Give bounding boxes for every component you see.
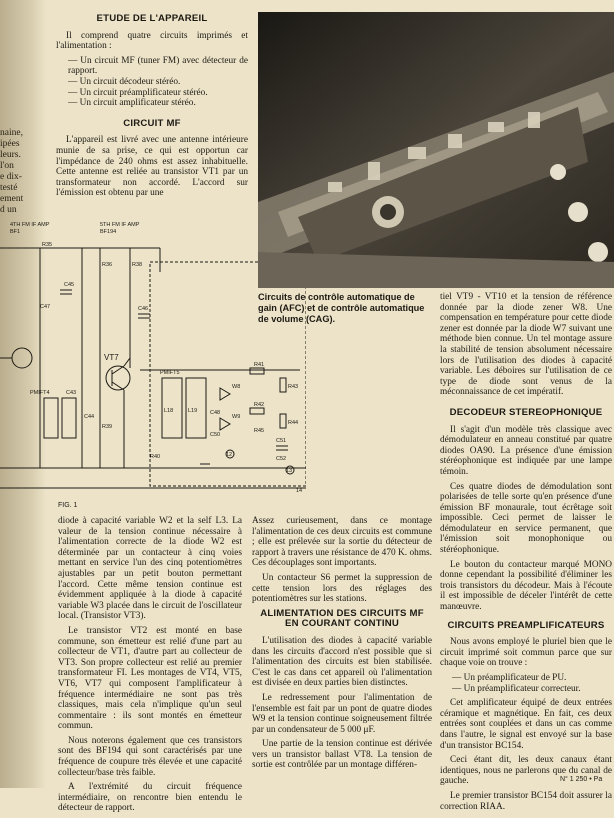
label-node-12: 12	[226, 452, 233, 458]
bottom-left-column	[58, 516, 242, 818]
list-item: — Un circuit amplificateur stéréo.	[68, 98, 196, 109]
photo-caption: Circuits de contrôle automatique de gain (AFC) et de contrôle automatique de volume (CAG).	[258, 292, 425, 324]
vt-paragraph-3: Nous noterons également que ces transistors sont des BF194 qui sont caractérisés par une fréquence de coupure très élevée et une capacité collecteur/base très faible.	[58, 735, 242, 778]
label-r35: R35	[42, 242, 53, 248]
figure-label: FIG. 1	[58, 502, 78, 509]
section-title-etude: ETUDE DE L'APPAREIL	[96, 13, 208, 24]
preamp-paragraph-1: Nous avons employé le pluriel bien que le circuit imprimé soit commun parce que sur chaque voie on trouve :	[440, 637, 612, 669]
label-4th-if-amp: 4TH FM IF AMP	[10, 222, 50, 228]
list-item: — Un circuit préamplificateur stéréo.	[68, 87, 208, 98]
edge-line: testé	[0, 183, 18, 193]
label-r40: R40	[150, 454, 161, 460]
label-r45: R45	[254, 428, 265, 434]
section-title-alimentation: ALIMENTATION DES CIRCUITS MF EN COURANT CONTINU	[260, 607, 424, 630]
label-c46: C46	[138, 306, 149, 312]
decodeur-paragraph-1: Il s'agit d'un modèle très classique avec démodulateur en anneau constitué par quatre diodes OA90. La présence d'une émission stéréophonique est indiquée par une lampe témoin.	[440, 424, 612, 477]
chassis-photo	[258, 12, 614, 288]
list-item: — Un circuit MF (tuner FM) avec détecteur de rapport.	[68, 55, 248, 77]
vt-paragraph-1: diode à capacité variable W2 et la self L3. La valeur de la tension continue nécessaire à l'alimentation correcte de la diode W2 est déterminée par un contacteur à cinq voies mettant en service l'un des cinq potentiomètres ajustables par un petit bouton permettant l'accord. Cette même tension continue est évidemment appliquée à la diode à capacité variable W3 placée dans le circuit de l'oscillateur local. (Transistor VT3).	[58, 516, 242, 622]
label-r39: R39	[102, 424, 113, 430]
edge-line: d un	[0, 205, 17, 215]
label-c51: C51	[276, 438, 287, 444]
edge-line: e dix-	[0, 172, 22, 182]
edge-text	[0, 128, 23, 216]
alim-paragraph-1: L'utilisation des diodes à capacité variable dans les circuits d'accord n'est possible que si l'alimentation des circuits est bien stabilisée. C'est le cas dans cet appareil où l'alimentation est divisée en deux parties bien distinctes.	[252, 635, 432, 689]
label-node-13: 13	[286, 468, 293, 474]
top-left-column	[56, 10, 248, 203]
preamp-paragraph-3: Ceci étant dit, les deux canaux étant identiques, nous ne parlerons que du canal de gauche.	[440, 755, 612, 787]
decodeur-paragraph-3: Le bouton du contacteur marqué MONO donne cependant la possibilité d'éliminer les trois transistors du décodeur. Mais à l'écoute il est impossible de déceler l'intérêt de cette manœuvre.	[440, 559, 612, 613]
label-node-14: 14	[296, 488, 303, 494]
label-bf194: BF194	[100, 229, 117, 235]
label-c45: C45	[64, 282, 75, 288]
label-c43: C43	[66, 390, 77, 396]
preamp-paragraph-2: Cet amplificateur équipé de deux entrées céramique et magnétique. En fait, ces deux entrées sont couplées et dans un cas comme dans l'autre, le signal est envoyé sur la base d'un transistor BC154.	[440, 698, 612, 751]
label-c52: C52	[276, 456, 287, 462]
label-r44: R44	[288, 420, 299, 426]
preamp-list	[440, 673, 612, 694]
label-c50: C50	[210, 432, 221, 438]
label-pmift5: PMIFT5	[160, 370, 180, 376]
afc-paragraph-2: Un contacteur S6 permet la suppression de cette tension lors des réglages des potentiomètres sur les stations.	[252, 572, 432, 605]
label-r36: R36	[102, 262, 113, 268]
label-vt7: VT7	[104, 353, 119, 362]
afc-paragraph-1: Assez curieusement, dans ce montage l'alimentation de ces deux circuits est commune ; elle est prélevée sur la sortie du détecteur de rapport à travers une résistance de 470 K. ohms. Ces découplages sont importants.	[252, 516, 432, 569]
label-r43: R43	[288, 384, 299, 390]
edge-line: leurs.	[0, 150, 21, 160]
label-r38: R38	[132, 262, 143, 268]
bottom-middle-column	[252, 516, 432, 775]
preamp-paragraph-4: Le premier transistor BC154 doit assurer la correction RIAA.	[440, 790, 612, 812]
label-5th-if-amp: 5TH FM IF AMP	[100, 222, 140, 228]
vt-paragraph-4: A l'extrémité du circuit fréquence intermédiaire, on rencontre bien entendu le détecteur de rapport.	[58, 782, 242, 814]
label-bf-left: BF1	[10, 229, 21, 235]
edge-line: naine,	[0, 128, 23, 138]
label-c48: C48	[210, 410, 221, 416]
right-column	[440, 292, 612, 816]
alim-paragraph-3: Une partie de la tension continue est dérivée vers un transistor ballast VT8. La tension de sortie est contrôlée par un montage différen-	[252, 739, 432, 771]
edge-line: ement	[0, 194, 24, 204]
decodeur-paragraph-2: Ces quatre diodes de démodulation sont polarisées de telle sorte qu'en présence d'une émission BF monaurale, tout écrêtage soit impossible. Ceci permet de laisser le démodulateur en service permanent, que l'émission soit monophonique ou stéréophonique.	[440, 481, 612, 556]
zener-paragraph: tiel VT9 - VT10 et la tension de référence donnée par la diode zener W8. Une compensation en température pour cette diode zener est donnée par la diode W7 suivant une méthode bien connue. Un tel montage assure la stabilité de tension absolument nécessaire lors de l'utilisation des diodes à capacité variable. Les déboires sur l'utilisation de ce type de diode sont venus de la méconnaissance de cet impératif.	[440, 292, 612, 398]
section-title-mf: CIRCUIT MF	[123, 117, 181, 129]
list-item: — Un préamplificateur correcteur.	[452, 683, 581, 694]
section-title-decodeur: DECODEUR STEREOPHONIQUE	[449, 406, 603, 418]
edge-line: l'on	[0, 161, 14, 171]
label-w9: W9	[232, 414, 241, 420]
label-r41: R41	[254, 362, 265, 368]
label-pmift4: PMIFT4	[30, 390, 50, 396]
list-item: — Un circuit décodeur stéréo.	[68, 76, 181, 87]
label-c47: C47	[40, 304, 51, 310]
list-item: — Un préamplificateur de PU.	[452, 673, 567, 683]
etude-intro: Il comprend quatre circuits imprimés et l'alimentation :	[56, 30, 248, 52]
label-w8: W8	[232, 384, 241, 390]
section-title-preamp: CIRCUITS PREAMPLIFICATEURS	[447, 619, 605, 631]
label-c44: C44	[84, 414, 95, 420]
vt-paragraph-2: Le transistor VT2 est monté en base commune, son émetteur est relié d'une part au collecteur de VT1, d'autre part au collecteur de VT3. Son propre collecteur est relié au premier transformateur FI. Les montages de VT4, VT5, VT6, VT7 qui composent l'amplificateur à fréquence intermédiaire ne sont pas très classiques, mais cela n'implique qu'un seul commentaire : ils sont montés en émetteur commun.	[58, 625, 242, 732]
label-l19: L19	[188, 408, 198, 414]
edge-line: ipées	[0, 139, 20, 149]
circuit-list	[56, 56, 248, 109]
label-r42: R42	[254, 402, 265, 408]
mf-paragraph: L'appareil est livré avec une antenne intérieure munie de sa prise, ce qui est opportun car l'impédance de 240 ohms est assez inhabituelle. Cette antenne est reliée au transistor VT1 par un transformateur non accordé. L'accord sur l'émission est obtenu par une	[56, 135, 248, 199]
page-footer: N° 1 250 • Pa	[560, 776, 603, 783]
label-l18: L18	[164, 408, 174, 414]
alim-paragraph-2: Le redressement pour l'alimentation de l'ensemble est fait par un pont de quatre diodes W9 et la tension continue soigneusement filtrée par un condensateur de 5 000 μF.	[252, 692, 432, 735]
